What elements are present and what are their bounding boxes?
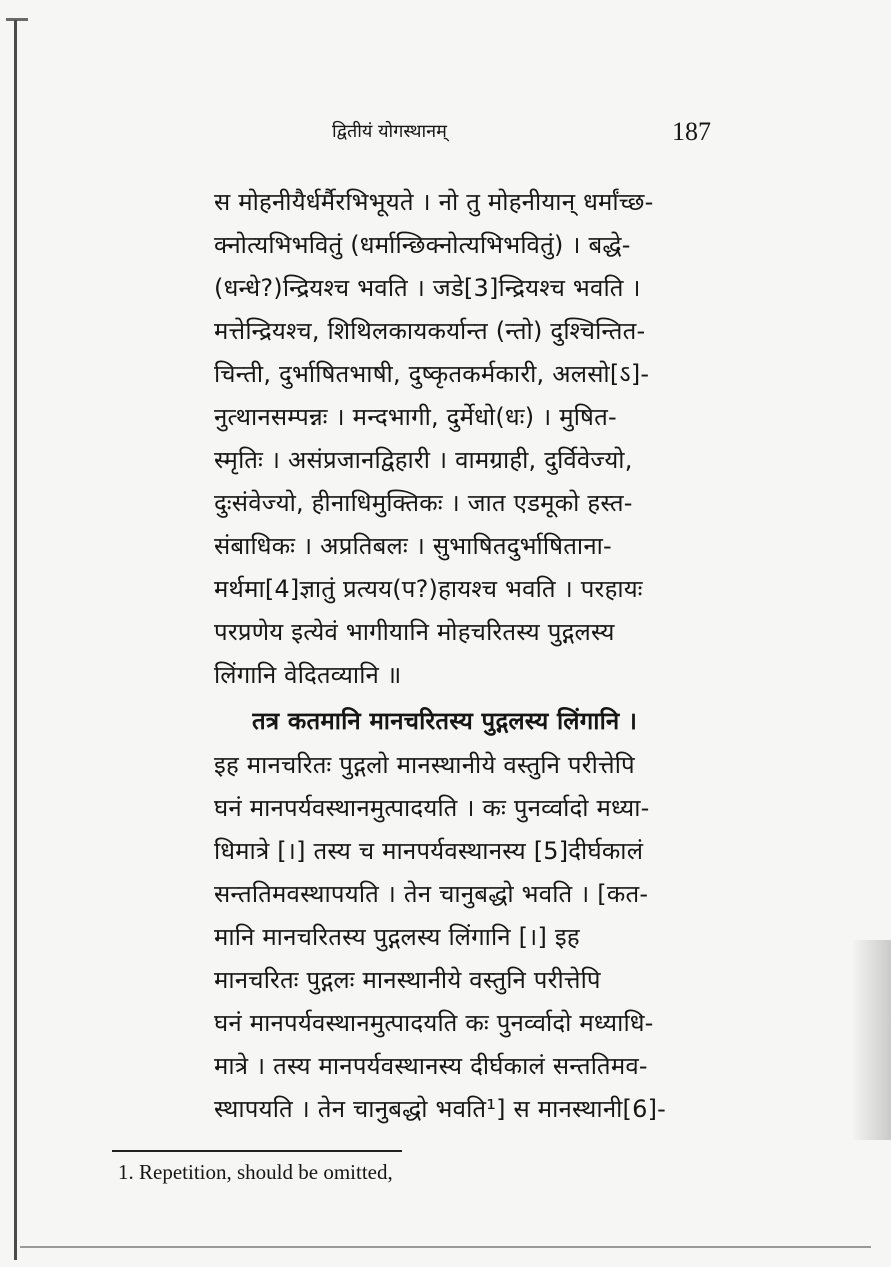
text-line: संबाधिकः । अप्रतिबलः । सुभाषितदुर्भाषिताना- bbox=[214, 532, 612, 560]
text-line: (धन्धे?)न्द्रियश्च भवति । जडे[3]न्द्रियश्च भवति । bbox=[214, 274, 641, 302]
text-line: स मोहनीयैर्धर्मैरभिभूयते । नो तु मोहनीयान् धर्मांच्छ- bbox=[214, 188, 654, 216]
page-bottom-edge bbox=[20, 1246, 871, 1248]
scan-shadow bbox=[851, 940, 891, 1140]
text-line: स्मृतिः । असंप्रजानद्विहारी । वामग्राही, दुर्विवेज्यो, bbox=[214, 446, 633, 474]
text-line: घनं मानपर्यवस्थानमुत्पादयति । कः पुनर्व्वादो मध्या- bbox=[214, 794, 650, 822]
text-line: स्थापयति । तेन चानुबद्धो भवति¹] स मानस्थानी[6]- bbox=[214, 1095, 667, 1123]
text-line: क्नोत्यभिभवितुं (धर्मान्छिक्नोत्यभिभवितुं) । बद्धे- bbox=[214, 231, 631, 259]
text-line: घनं मानपर्यवस्थानमुत्पादयति कः पुनर्व्वादो मध्याधि- bbox=[214, 1009, 654, 1037]
page-edge-mark bbox=[6, 18, 28, 21]
text-line: चिन्ती, दुर्भाषितभाषी, दुष्कृतकर्मकारी, अलसो[ऽ]- bbox=[214, 360, 650, 388]
section-heading: तत्र कतमानि मानचरितस्य पुद्गलस्य लिंगानि । bbox=[252, 707, 638, 735]
footnote: 1. Repetition, should be omitted, bbox=[118, 1160, 393, 1184]
text-line: मत्तेन्द्रियश्च, शिथिलकायकर्यान्त (न्तो) दुश्चिन्तित- bbox=[214, 317, 646, 345]
text-line: दुःसंवेज्यो, हीनाधिमुक्तिकः । जात एडमूको हस्त- bbox=[214, 489, 633, 517]
page-binding-edge bbox=[14, 20, 17, 1260]
page-number: 187 bbox=[672, 117, 711, 146]
text-line: मर्थमा[4]ज्ञातुं प्रत्यय(प?)हायश्च भवति । परहायः bbox=[214, 575, 643, 603]
text-line: मानि मानचरितस्य पुद्गलस्य लिंगानि [।] इह bbox=[214, 923, 580, 951]
text-line: नुत्थानसम्पन्नः । मन्दभागी, दुर्मेधो(धः) । मुषित- bbox=[214, 403, 617, 431]
text-line: मात्रे । तस्य मानपर्यवस्थानस्य दीर्घकालं सन्ततिमव- bbox=[214, 1052, 648, 1080]
text-line: मानचरितः पुद्गलः मानस्थानीये वस्तुनि परीत्तेपि bbox=[214, 966, 601, 994]
text-line: इह मानचरितः पुद्गलो मानस्थानीये वस्तुनि परीत्तेपि bbox=[214, 751, 635, 779]
running-head: द्वितीयं योगस्थानम् bbox=[332, 121, 447, 142]
footnote-rule bbox=[112, 1150, 402, 1152]
text-line: लिंगानि वेदितव्यानि ॥ bbox=[214, 661, 402, 689]
text-line: सन्ततिमवस्थापयति । तेन चानुबद्धो भवति । [कत- bbox=[214, 880, 649, 908]
text-line: धिमात्रे [।] तस्य च मानपर्यवस्थानस्य [5]दीर्घकालं bbox=[214, 837, 644, 865]
text-line: परप्रणेय इत्येवं भागीयानि मोहचरितस्य पुद्गलस्य bbox=[214, 618, 615, 646]
